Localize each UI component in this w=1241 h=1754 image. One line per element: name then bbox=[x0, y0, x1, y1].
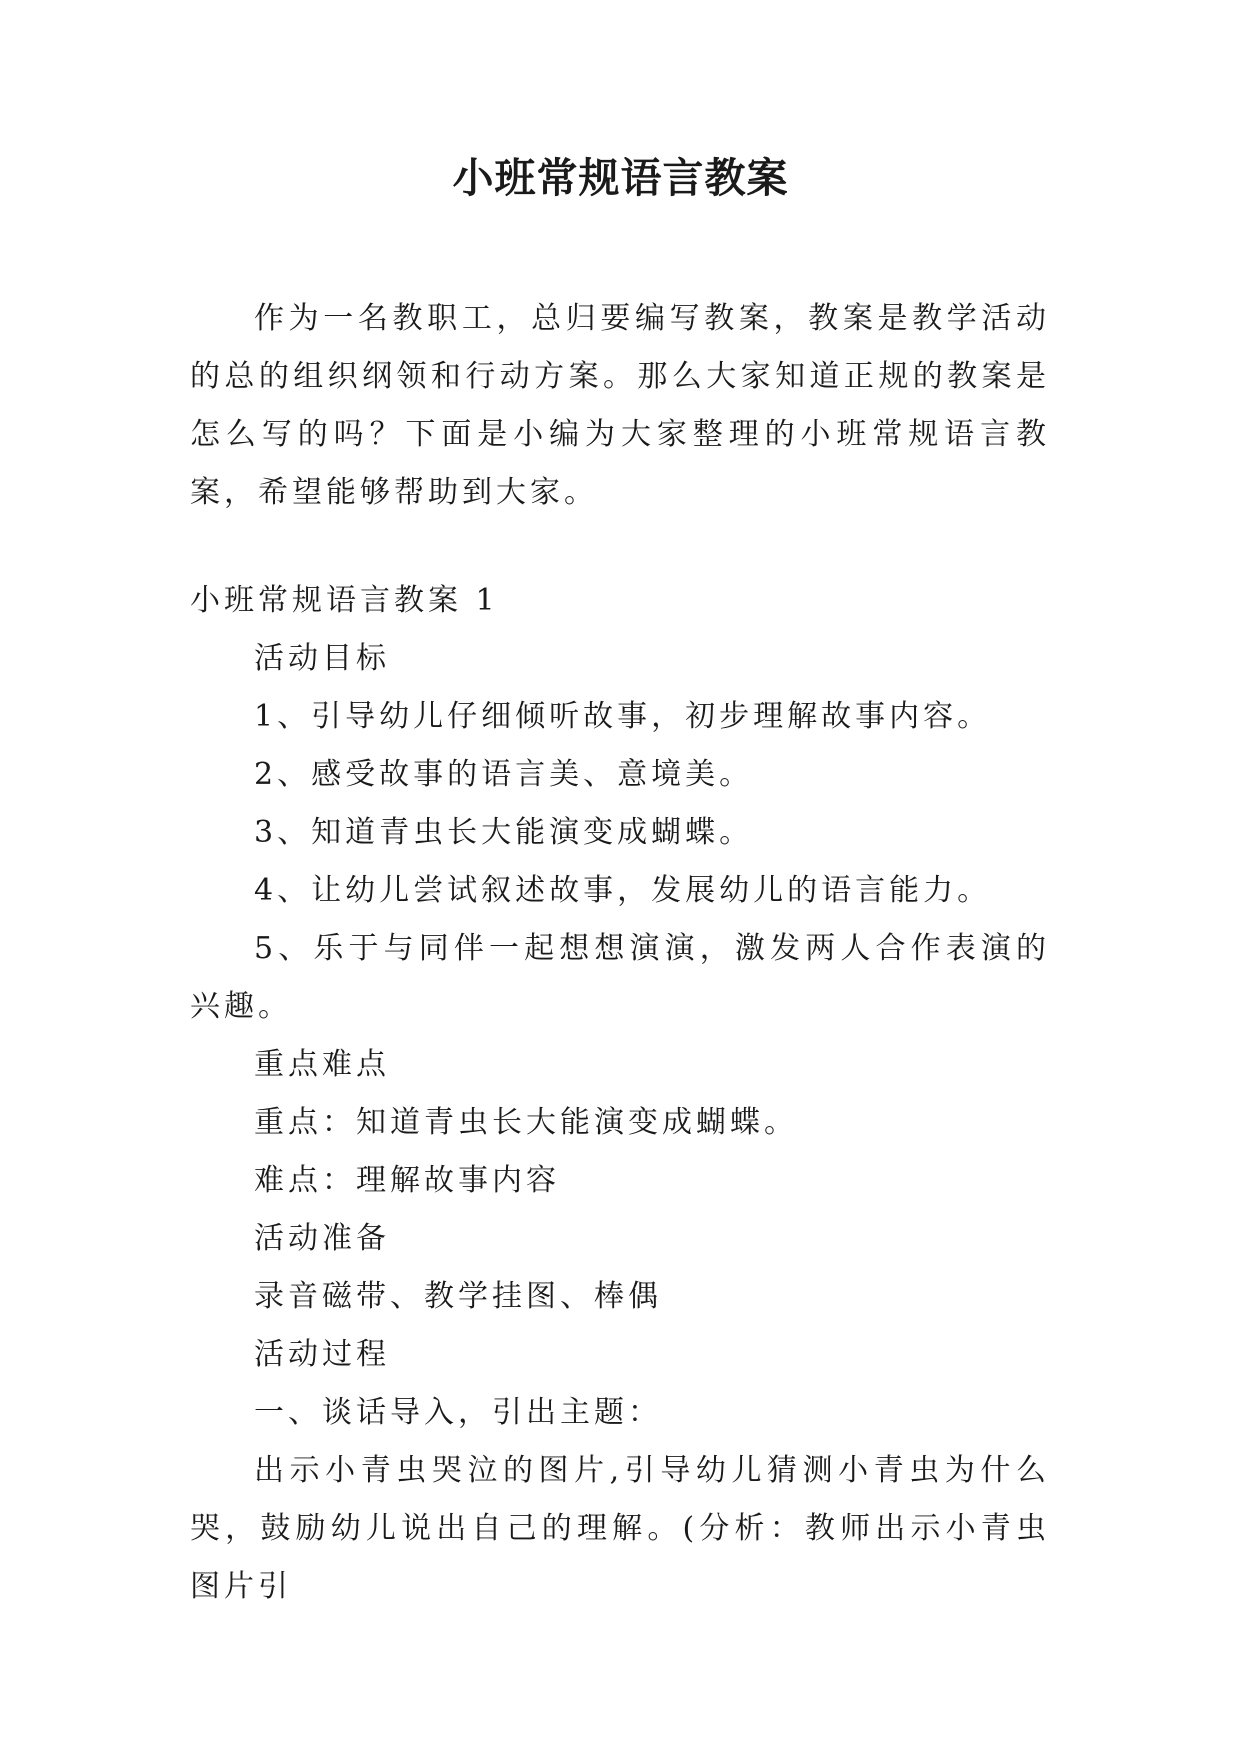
key-point-text: 重点：知道青虫长大能演变成蝴蝶。 bbox=[254, 1105, 798, 1140]
key-points-heading: 重点难点 bbox=[254, 1047, 390, 1082]
document-title: 小班常规语言教案 bbox=[452, 154, 789, 202]
goals-heading: 活动目标 bbox=[254, 641, 390, 676]
document-body bbox=[190, 290, 1050, 1616]
intro-paragraph: 作为一名教职工，总归要编写教案，教案是教学活动的总的组织纲领和行动方案。那么大家知道正规的教案是怎么写的吗？下面是小编为大家整理的小班常规语言教案，希望能够帮助到大家。 bbox=[190, 301, 1050, 510]
goal-item: 1、引导幼儿仔细倾听故事，初步理解故事内容。 bbox=[254, 699, 992, 734]
goal-item: 5、乐于与同伴一起想想演演，激发两人合作表演的兴趣。 bbox=[190, 931, 1050, 1024]
prep-text: 录音磁带、教学挂图、棒偶 bbox=[254, 1279, 662, 1314]
goal-item: 2、感受故事的语言美、意境美。 bbox=[254, 757, 754, 792]
step-paragraph: 出示小青虫哭泣的图片,引导幼儿猜测小青虫为什么哭，鼓励幼儿说出自己的理解。(分析：教师出示小青虫图片引 bbox=[190, 1453, 1050, 1604]
prep-heading: 活动准备 bbox=[254, 1221, 390, 1256]
section-heading: 小班常规语言教案 1 bbox=[190, 583, 499, 618]
step-heading: 一、谈话导入，引出主题： bbox=[254, 1395, 662, 1430]
goal-item: 4、让幼儿尝试叙述故事，发展幼儿的语言能力。 bbox=[254, 873, 992, 908]
goal-item: 3、知道青虫长大能演变成蝴蝶。 bbox=[254, 815, 754, 850]
process-heading: 活动过程 bbox=[254, 1337, 390, 1372]
difficulty-text: 难点：理解故事内容 bbox=[254, 1163, 560, 1198]
